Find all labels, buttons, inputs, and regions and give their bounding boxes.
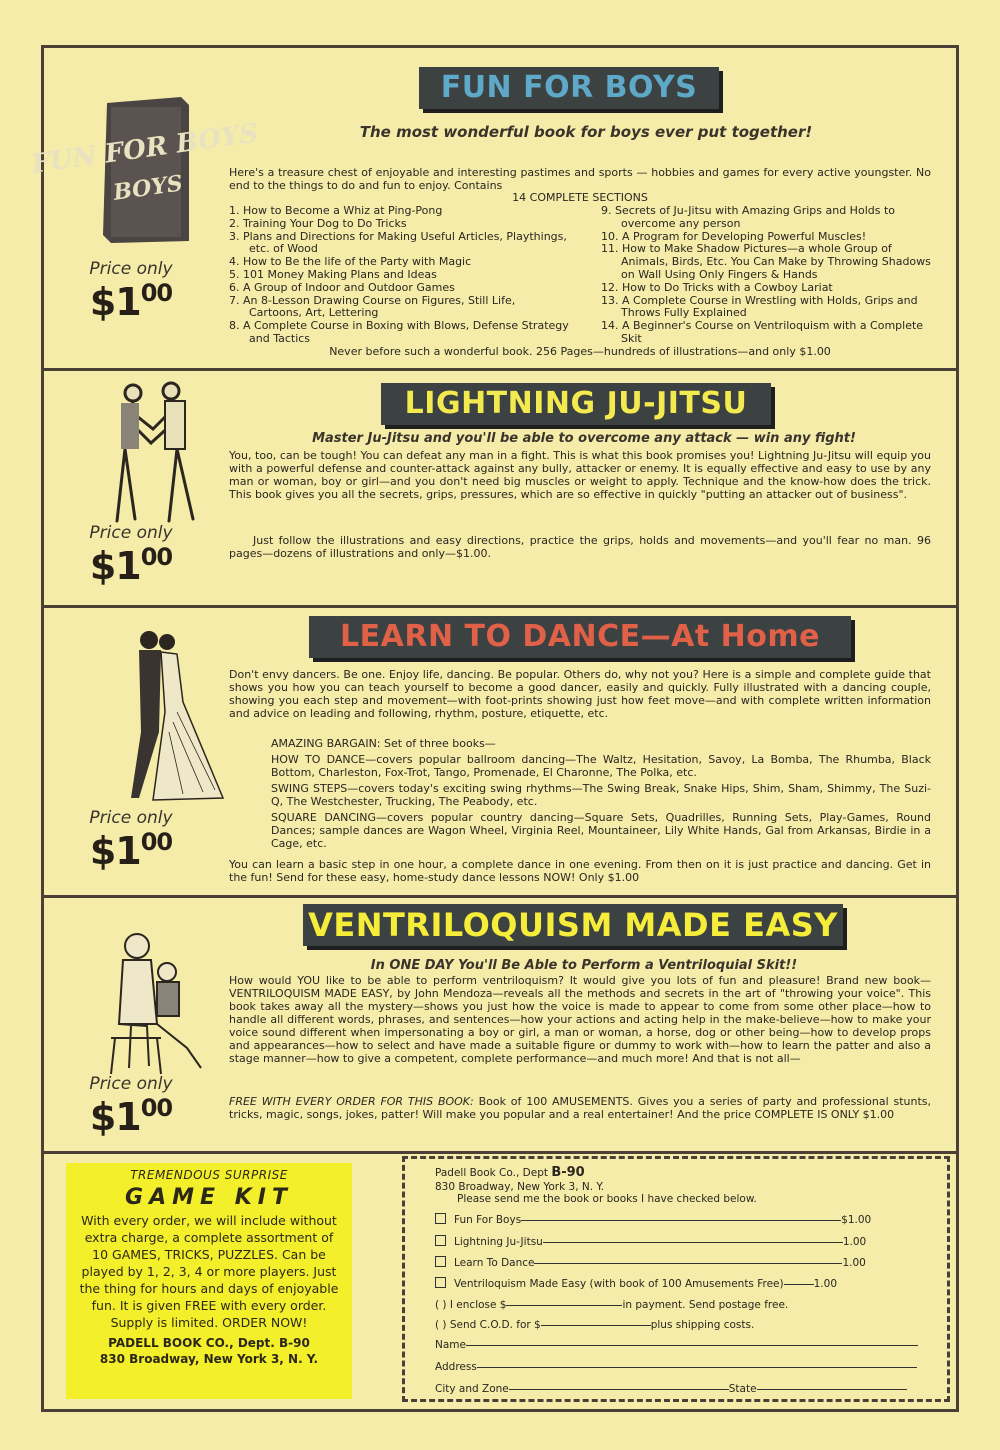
fun-for-boys-closing: Never before such a wonderful book. 256 Pages—hundreds of illustrations—and only $1.00 xyxy=(329,345,831,358)
dancing-couple-illustration xyxy=(103,622,233,812)
dance-book-3: SQUARE DANCING—covers popular country dancing—Square Sets, Quadrilles, Running Sets, Play-Games, Round Dances; sample dances are Wagon Wheel, Virginia Reel, Mountaineer, Lily White Hands, Gal from Arkansas, Birdie in a Cage, etc. xyxy=(271,811,931,850)
dance-closing: You can learn a basic step in one hour, a complete dance in one evening. From then on it is just practice and dancing. Get in the fun! Send for these easy, home-study dance lessons NOW! Only $1.00 xyxy=(229,858,931,884)
fun-for-boys-banner: FUN FOR BOYS xyxy=(419,67,719,109)
coupon-address-field[interactable]: Address xyxy=(435,1361,917,1373)
fun-for-boys-subtitle: The most wonderful book for boys ever put together! xyxy=(359,123,813,141)
dance-section xyxy=(41,608,959,898)
jujitsu-section xyxy=(41,371,959,608)
jujitsu-body: You, too, can be tough! You can defeat any man in a fight. This is what this book promises you! Lightning Ju-Jitsu will equip you with a powerful defense and counter-attack against any bully, attacker or enemy. It is equally effective and easy to use by any man or woman, boy or girl—and you don't need big muscles or weight to apply. Technique and the know-how does the trick. This book gives you all the secrets, grips, pressures, which are so effective in quickly "putting an attacker out of business". xyxy=(229,449,931,501)
coupon-item-fun-for-boys[interactable]: Fun For Boys $1.00 xyxy=(435,1213,871,1226)
ventriloquist-illustration xyxy=(101,928,216,1078)
checkbox[interactable] xyxy=(435,1277,446,1288)
game-kit-title: GAME KIT xyxy=(125,1185,293,1210)
coupon-item-jujitsu[interactable]: Lightning Ju-Jitsu 1.00 xyxy=(435,1235,866,1248)
coupon-enclose[interactable]: ( ) I enclose $ in payment. Send postage free. xyxy=(435,1299,789,1311)
book-cover-title: FUN FOR BOYS xyxy=(29,118,260,180)
coupon-company: Padell Book Co., Dept B-90 xyxy=(435,1165,585,1180)
list-item: 5. 101 Money Making Plans and Ideas xyxy=(229,267,437,281)
list-item: 9. Secrets of Ju-Jitsu with Amazing Grips and Holds to overcome any person xyxy=(601,204,895,230)
list-item: 8. A Complete Course in Boxing with Blows, Defense Strategy and Tactics xyxy=(229,319,569,345)
svg-text:BOYS: BOYS xyxy=(111,170,185,206)
game-kit-address: PADELL BOOK CO., Dept. B-90 830 Broadway, New York 3, N. Y. xyxy=(99,1336,319,1366)
dance-book-1: HOW TO DANCE—covers popular ballroom dancing—The Waltz, Hesitation, Savoy, La Bomba, The Rhumba, Black Bottom, Charleston, Fox-Trot, Tango, Promenade, El Charonne, The Polka, etc. xyxy=(271,753,931,779)
jujitsu-closing: Just follow the illustrations and easy directions, practice the grips, holds and movements—and you'll fear no man. 96 pages—dozens of illustrations and only—$1.00. xyxy=(229,534,931,560)
price-label: Price only xyxy=(89,808,173,828)
wrestlers-illustration xyxy=(103,379,213,527)
coupon-name-field[interactable]: Name xyxy=(435,1339,918,1351)
ventriloquism-section xyxy=(41,898,959,1154)
fun-for-boys-section xyxy=(29,45,959,371)
price-label: Price only xyxy=(89,1074,173,1094)
coupon-address: 830 Broadway, New York 3, N. Y. xyxy=(435,1181,605,1193)
checkbox[interactable] xyxy=(435,1235,446,1246)
dance-book-2: SWING STEPS—covers today's exciting swing rhythms—The Swing Break, Snake Hips, Shim, Sham, Shimmy, The Suzi-Q, The Westchester, Trucking, The Peabody, etc. xyxy=(271,782,931,808)
coupon-item-ventriloquism[interactable]: Ventriloquism Made Easy (with book of 100 Amusements Free) 1.00 xyxy=(435,1277,837,1290)
list-item: 2. Training Your Dog to Do Tricks xyxy=(229,216,407,230)
fun-for-boys-price-box xyxy=(41,259,221,324)
price-value: $\$1^{00}$ xyxy=(89,279,173,324)
list-item: 10. A Program for Developing Powerful Muscles! xyxy=(601,229,867,243)
jujitsu-price-box xyxy=(41,523,221,588)
contents-list-right xyxy=(601,205,933,346)
contents-list-left xyxy=(229,205,569,346)
dance-body: Don't envy dancers. Be one. Enjoy life, dancing. Be popular. Others do, why not you? Here is a simple and complete guide that shows you how you can teach yourself to become a good dancer, easily and quickly. Fully illustrated with a dancing couple, showing you each step and movement—with foot-prints showing just how feet move—and with complete written information and advice on leading and following, rhythm, posture, etiquette, etc. xyxy=(229,668,931,720)
list-item: 3. Plans and Directions for Making Useful Articles, Playthings, etc. of Wood xyxy=(229,229,567,256)
price-value: $\$1^{00}$ xyxy=(89,543,173,588)
coupon-request: Please send me the book or books I have checked below. xyxy=(457,1193,757,1205)
game-kit-body: With every order, we will include without extra charge, a complete assortment of 10 GAMES, TRICKS, PUZZLES. Can be played by 1, 2, 3, 4 or more players. Just the thing for hours and days of enjoyable fun. It is given FREE with every order. Supply is limited. ORDER NOW! xyxy=(79,1213,339,1330)
coupon-cod[interactable]: ( ) Send C.O.D. for $ plus shipping costs. xyxy=(435,1319,755,1331)
ventriloquism-banner: VENTRILOQUISM MADE EASY xyxy=(303,904,843,946)
book-cover-illustration xyxy=(29,95,260,245)
jujitsu-subtitle: Master Ju-Jitsu and you'll be able to overcome any attack — win any fight! xyxy=(312,431,856,446)
coupon-city-state-field[interactable]: City and Zone State xyxy=(435,1383,907,1395)
fun-for-boys-intro: Here's a treasure chest of enjoyable and interesting pastimes and sports — hobbies and games for every active youngster. No end to the things to do and fun to enjoy. Contains xyxy=(229,166,931,192)
price-value: $\$1^{00}$ xyxy=(89,828,173,873)
price-label: Price only xyxy=(89,523,173,543)
list-item: 13. A Complete Course in Wrestling with Holds, Grips and Throws Fully Explained xyxy=(601,293,918,320)
order-coupon xyxy=(402,1156,950,1402)
dance-banner: LEARN TO DANCE—At Home xyxy=(309,616,851,658)
list-item: 14. A Beginner's Course on Ventriloquism with a Complete Skit xyxy=(601,319,924,345)
list-item: 6. A Group of Indoor and Outdoor Games xyxy=(229,280,455,294)
list-item: 4. How to Be the life of the Party with Magic xyxy=(229,255,472,269)
ventriloquism-free-offer xyxy=(229,1095,931,1121)
list-item: 1. How to Become a Whiz at Ping-Pong xyxy=(229,204,443,217)
sections-heading: 14 COMPLETE SECTIONS xyxy=(512,191,648,204)
price-label: Price only xyxy=(89,259,173,279)
checkbox[interactable] xyxy=(435,1256,446,1267)
ventriloquism-price-box xyxy=(41,1074,221,1139)
dance-price-box xyxy=(41,808,221,873)
ventriloquism-body: How would YOU like to be able to perform ventriloquism? It would give you lots of fun and pleasure! Brand new book—VENTRILOQUISM MADE EASY, by John Mendoza—reveals all the methods and secrets in the art of "throwing your voice". This book takes away all the mystery—shows you just how the voice is made to appear to come from some other place—how to handle all different words, phrases, and sentences—how your actions and acting help in the make-believe—how to make your voice sound different when impersonating a boy or girl, a man or woman, a horse, dog or other being—how to develop props and appearances—how to select and have made a suitable figure or dummy to work with—how to learn the patter and also a stage manner—how to give a competent, complete performance—and much more! And that is not all— xyxy=(229,974,931,1065)
jujitsu-banner: LIGHTNING JU-JITSU xyxy=(381,383,771,425)
free-offer-body: Book of 100 AMUSEMENTS. Gives you a series of party and professional stunts, tricks, magic, songs, jokes, patter! Will make you popular and a real entertainer! And the price COMPLETE IS ONLY $1.00 xyxy=(229,1095,931,1121)
list-item: 11. How to Make Shadow Pictures—a whole Group of Animals, Birds, Etc. You Can Make by Throwing Shadows on Wall Using Only Fingers & Hands xyxy=(601,242,931,281)
game-kit-box xyxy=(66,1163,352,1399)
free-offer-lead: FREE WITH EVERY ORDER FOR THIS BOOK: xyxy=(229,1095,474,1108)
ventriloquism-subtitle: In ONE DAY You'll Be Able to Perform a Ventriloquial Skit!! xyxy=(370,958,798,973)
price-value: $\$1^{00}$ xyxy=(89,1094,173,1139)
checkbox[interactable] xyxy=(435,1213,446,1224)
dance-bargain: AMAZING BARGAIN: Set of three books— xyxy=(271,737,496,750)
list-item: 7. An 8-Lesson Drawing Course on Figures, Still Life, Cartoons, Art, Lettering xyxy=(229,293,516,320)
list-item: 12. How to Do Tricks with a Cowboy Lariat xyxy=(601,280,833,294)
game-kit-top: TREMENDOUS SURPRISE xyxy=(130,1168,288,1182)
coupon-item-dance[interactable]: Learn To Dance 1.00 xyxy=(435,1256,866,1269)
